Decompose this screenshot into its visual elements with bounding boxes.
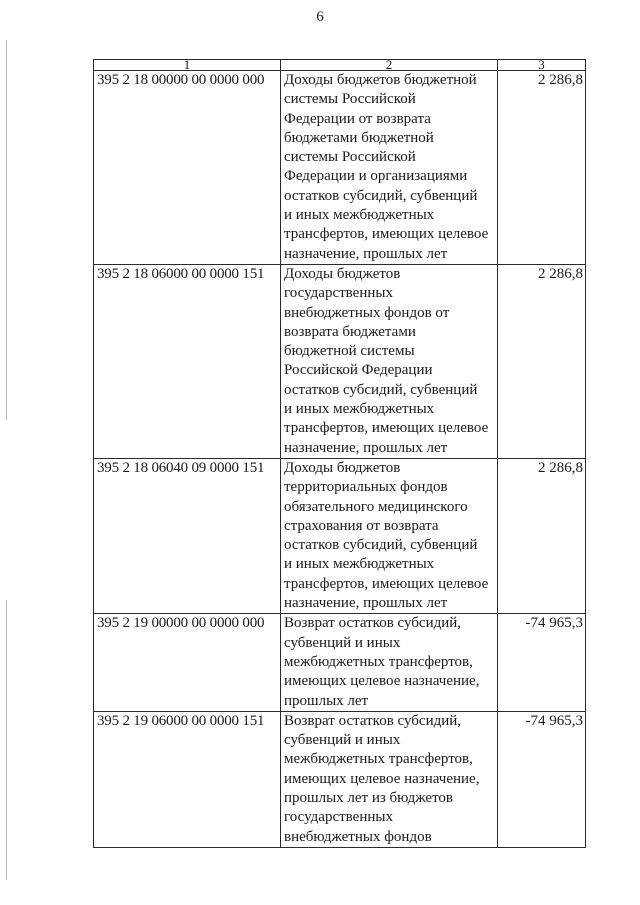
budget-classification-code: 395 2 19 06000 00 0000 151 [94, 711, 281, 847]
income-description-line: межбюджетных трансфертов, [284, 653, 473, 670]
budget-classification-code: 395 2 19 00000 00 0000 000 [94, 614, 281, 711]
income-description-line: возврата бюджетами [284, 323, 416, 340]
income-description-line: прошлых лет [284, 692, 369, 709]
page-number: 6 [316, 9, 324, 25]
income-description-line: назначение, прошлых лет [284, 595, 448, 612]
income-description-line: Доходы бюджетов бюджетной [284, 72, 477, 88]
income-description-line: назначение, прошлых лет [284, 439, 448, 456]
income-description-line: территориальных фондов [284, 479, 448, 496]
table-row [94, 71, 586, 265]
scan-margin-mark-top [6, 40, 7, 420]
income-description-line: системы Российской [284, 91, 416, 108]
amount-value: 2 286,8 [498, 71, 586, 265]
scan-margin-mark-bottom [6, 600, 7, 880]
income-description-line: Федерации от возврата [284, 110, 431, 127]
income-description [281, 614, 498, 711]
income-description-line: субвенций и иных [284, 732, 401, 749]
table-row [94, 264, 586, 458]
income-description-line: остатков субсидий, субвенций [284, 537, 478, 554]
income-description-line: субвенций и иных [284, 634, 401, 651]
table-body [94, 71, 586, 848]
income-description-line: обязательного медицинского [284, 498, 468, 515]
income-description-line: Доходы бюджетов [284, 265, 401, 282]
amount-value: 2 286,8 [498, 458, 586, 613]
income-description-line: межбюджетных трансфертов, [284, 751, 473, 768]
income-description-line: трансфертов, имеющих целевое [284, 226, 489, 243]
income-description-line: и иных межбюджетных [284, 401, 435, 418]
amount-value: -74 965,3 [498, 711, 586, 847]
income-description-line: государственных [284, 809, 393, 826]
table-row [94, 614, 586, 711]
table-row [94, 711, 586, 847]
income-description-line: внебюджетных фондов [284, 828, 432, 845]
income-description-line: бюджетами бюджетной [284, 129, 434, 146]
income-description [281, 264, 498, 458]
income-description-line: системы Российской [284, 149, 416, 166]
income-description-line: Возврат остатков субсидий, [284, 712, 462, 729]
income-description [281, 711, 498, 847]
amount-value: -74 965,3 [498, 614, 586, 711]
income-description-line: Российской Федерации [284, 362, 433, 379]
budget-classification-code: 395 2 18 06040 09 0000 151 [94, 458, 281, 613]
income-description-line: внебюджетных фондов от [284, 304, 450, 321]
income-description-line: и иных межбюджетных [284, 207, 435, 224]
income-description-line: прошлых лет из бюджетов [284, 789, 454, 806]
budget-classification-code: 395 2 18 06000 00 0000 151 [94, 264, 281, 458]
amount-value: 2 286,8 [498, 264, 586, 458]
income-description-line: имеющих целевое назначение, [284, 770, 480, 787]
table-header-row [94, 60, 586, 71]
column-header-amount: 3 [498, 60, 586, 71]
income-description [281, 458, 498, 613]
table-row [94, 458, 586, 613]
income-description-line: Доходы бюджетов [284, 459, 401, 476]
income-description-line: трансфертов, имеющих целевое [284, 420, 489, 437]
income-description-line: имеющих целевое назначение, [284, 673, 480, 690]
income-description-line: Возврат остатков субсидий, [284, 615, 462, 632]
income-description-line: бюджетной системы [284, 343, 415, 360]
budget-table [93, 59, 586, 848]
income-description [281, 71, 498, 265]
income-description-line: назначение, прошлых лет [284, 245, 448, 262]
income-description-line: и иных межбюджетных [284, 556, 435, 573]
income-description-line: остатков субсидий, субвенций [284, 187, 478, 204]
income-description-line: Федерации и организациями [284, 168, 468, 185]
column-header-code: 1 [94, 60, 281, 71]
column-header-name: 2 [281, 60, 498, 71]
budget-classification-code: 395 2 18 00000 00 0000 000 [94, 71, 281, 265]
income-description-line: трансфертов, имеющих целевое [284, 575, 489, 592]
income-description-line: остатков субсидий, субвенций [284, 381, 478, 398]
income-description-line: страхования от возврата [284, 517, 439, 534]
income-description-line: государственных [284, 285, 393, 302]
